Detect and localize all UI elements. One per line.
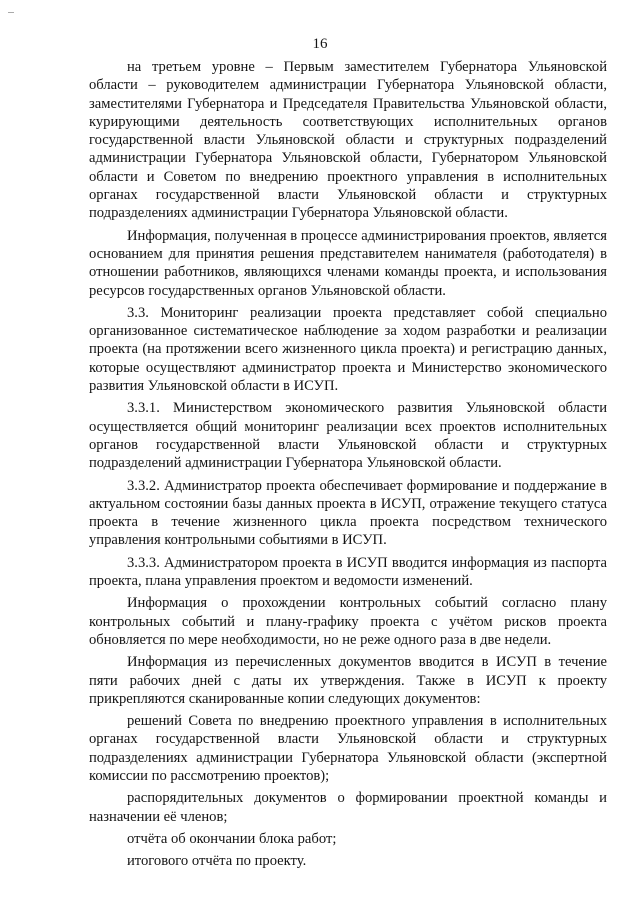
list-item-council-decisions: решений Совета по внедрению проектного управления в исполнительных органах государственной власти Ульяновской области и структурных подразделениях администрации Губернатора Ульяновской области (экспертной комиссии по рассмотрению проектов); <box>89 713 607 784</box>
paragraph-admin-info: Информация, полученная в процессе администрирования проектов, является основанием для принятия решения представителем нанимателя (работодателя) в отношении работников, являющихся членами команды проекта, и использования ресурсов государственных органов Ульяновской области. <box>89 227 607 299</box>
paragraph-3-3-2: 3.3.2. Администратор проекта обеспечивает формирование и поддержание в актуальном состоянии базы данных проекта в ИСУП, отражение текущего статуса проекта в течение жизненного цикла проекта посредством технического управления контрольными событиями в ИСУП. <box>89 477 607 549</box>
list-item-final-report: итогового отчёта по проекту. <box>127 853 307 870</box>
paragraph-control-events: Информация о прохождении контрольных событий согласно плану контрольных событий и плану-графику проекта с учётом рисков проекта обновляется по мере необходимости, но не реже одного раза в две недели. <box>89 595 607 648</box>
page-number: 16 <box>312 36 328 52</box>
paragraph-input-deadline: Информация из перечисленных документов вводится в ИСУП в течение пяти рабочих дней с даты их утверждения. Также в ИСУП к проекту прикрепляются сканированные копии следующих документов: <box>89 654 607 707</box>
paragraph-3-3: 3.3. Мониторинг реализации проекта представляет собой специально организованное систематическое наблюдение за ходом разработки и реализации проекта (на протяжении всего жизненного цикла проекта) и регистрацию данных, которые осуществляют администратор проекта и Министерство экономического развития Ульяновской области в ИСУП. <box>89 304 607 395</box>
list-item-team-orders: распорядительных документов о формировании проектной команды и назначении её членов; <box>89 790 607 825</box>
scan-mark <box>8 12 14 13</box>
paragraph-3-3-3: 3.3.3. Администратором проекта в ИСУП вводится информация из паспорта проекта, плана управления проектом и ведомости изменений. <box>89 554 607 590</box>
paragraph-level-three: на третьем уровне – Первым заместителем Губернатора Ульяновской области – руководителем администрации Губернатора Ульяновской области, заместителями Губернатора и Председателя Правительства Ульяновской области, курирующими деятельность соответствующих исполнительных органов государственной власти Ульяновской области и структурных подразделений администрации Губернатора Ульяновской области, Губернатором Ульяновской области и Советом по внедрению проектного управления в исполнительных органах государственной власти Ульяновской области и структурных подразделениях администрации Губернатора Ульяновской области. <box>89 59 607 222</box>
list-item-block-report: отчёта об окончании блока работ; <box>127 830 337 847</box>
document-body <box>89 58 607 870</box>
paragraph-3-3-1: 3.3.1. Министерством экономического развития Ульяновской области осуществляется общий мониторинг реализации всех проектов исполнительных органов государственной власти Ульяновской области и структурных подразделений администрации Губернатора Ульяновской области. <box>89 400 607 472</box>
